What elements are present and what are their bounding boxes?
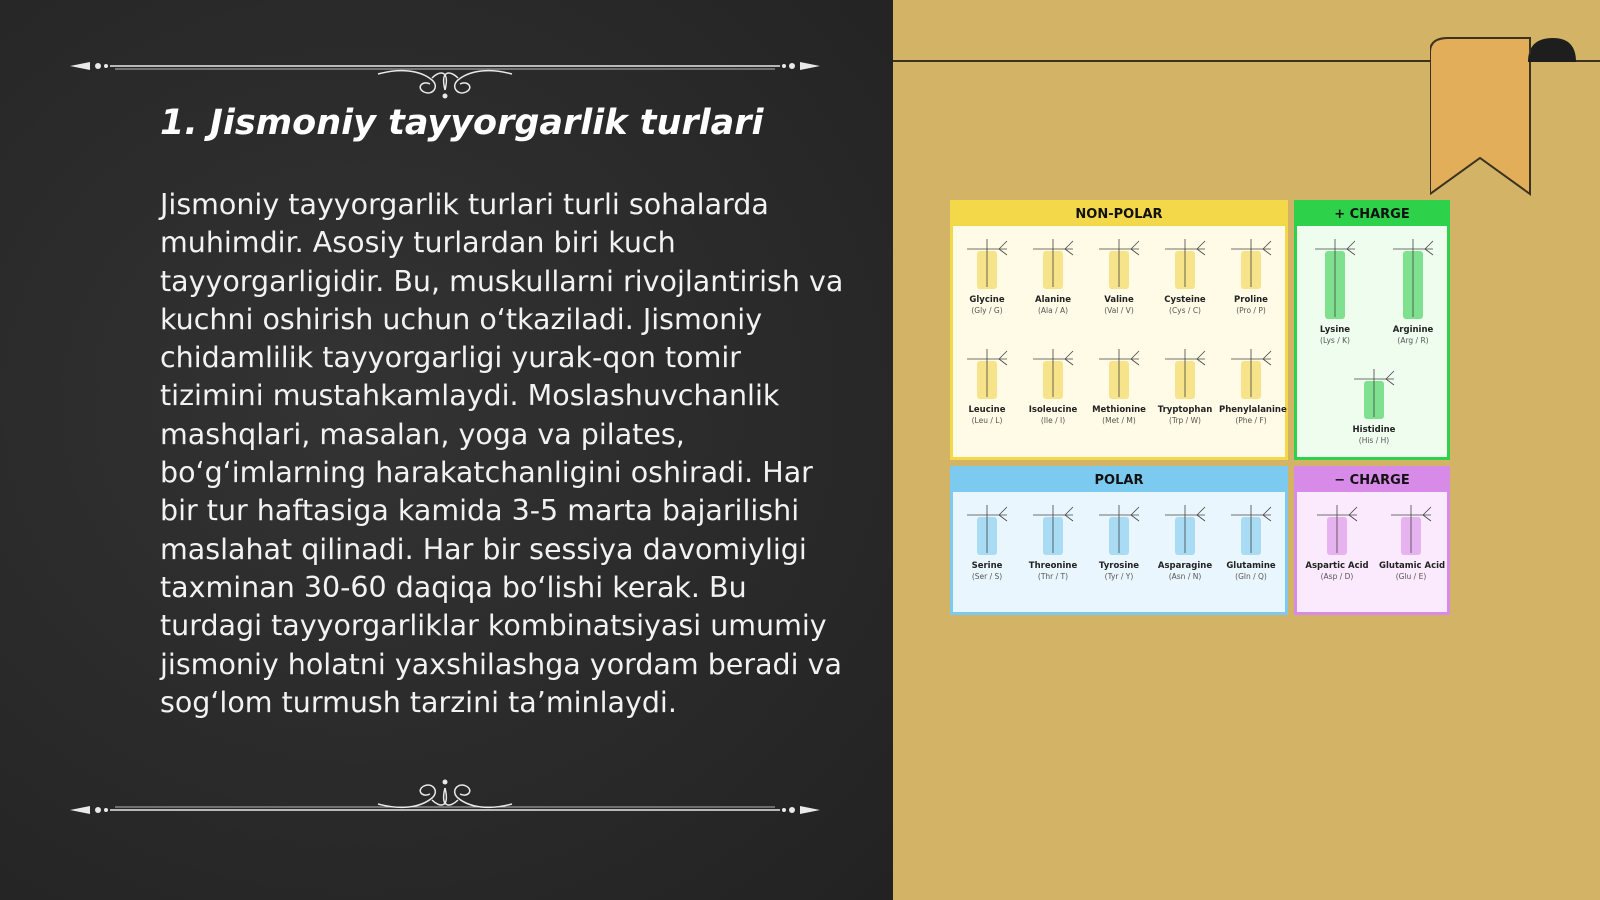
section-positive-charge: [1294, 200, 1450, 460]
structure-formula-icon: [1225, 499, 1277, 559]
amino-acid-code: (Phe / F): [1235, 416, 1267, 425]
amino-acid-name: Aspartic Acid: [1305, 561, 1369, 571]
section-nonpolar: [950, 200, 1288, 460]
section-negative-charge: [1294, 466, 1450, 615]
slide-title: 1. Jismoniy tayyorgarlik turlari: [160, 103, 764, 143]
amino-acid-name: Leucine: [968, 405, 1006, 415]
amino-acid-code: (Ile / I): [1040, 416, 1066, 425]
amino-acid-histidine: [1342, 363, 1406, 445]
amino-acid-name: Phenylalanine: [1219, 405, 1287, 415]
structure-formula-icon: [1159, 233, 1211, 293]
structure-formula-icon: [1159, 499, 1211, 559]
amino-acid-code: (Ser / S): [971, 572, 1003, 581]
amino-acid-alanine: [1021, 233, 1085, 315]
amino-acid-code: (Gly / G): [971, 306, 1003, 315]
structure-formula-icon: [1385, 499, 1437, 559]
amino-acid-name: Methionine: [1092, 405, 1146, 415]
amino-acid-code: (Met / M): [1102, 416, 1136, 425]
structure-formula-icon: [1225, 233, 1277, 293]
amino-acid-cysteine: [1153, 233, 1217, 315]
amino-acid-chart: [950, 200, 1450, 615]
structure-formula-icon: [961, 343, 1013, 403]
amino-acid-isoleucine: [1021, 343, 1085, 425]
amino-acid-code: (His / H): [1358, 436, 1390, 445]
amino-acid-name: Threonine: [1028, 561, 1078, 571]
amino-acid-name: Histidine: [1352, 425, 1396, 435]
amino-acid-name: Tryptophan: [1157, 405, 1213, 415]
structure-formula-icon: [1225, 343, 1277, 403]
amino-acid-code: (Lys / K): [1320, 336, 1350, 345]
amino-acid-name: Lysine: [1319, 325, 1351, 335]
amino-acid-code: (Val / V): [1104, 306, 1134, 315]
amino-acid-name: Glutamine: [1226, 561, 1276, 571]
amino-acid-threonine: [1021, 499, 1085, 581]
section-title-nonpolar: NON-POLAR: [953, 203, 1285, 226]
structure-formula-icon: [961, 233, 1013, 293]
section-title-negative: − CHARGE: [1297, 469, 1447, 492]
structure-formula-icon: [1027, 499, 1079, 559]
amino-acid-code: (Asn / N): [1168, 572, 1202, 581]
amino-acid-name: Arginine: [1392, 325, 1434, 335]
amino-acid-name: Tyrosine: [1098, 561, 1140, 571]
slide-body: Jismoniy tayyorgarlik turlari turli sohalarda muhimdir. Asosiy turlardan biri kuch tayyorgarligidir. Bu, muskullarni rivojlantirish va kuchni oshirish uchun o‘tkaziladi. Jismoniy chidamlilik tayyorgarligi yurak-qon tomir tizimini mustahkamlaydi. Moslashuvchanlik mashqlari, masalan, yoga va pilates, bo‘g‘imlarning harakatchanligini oshiradi. Har bir tur haftasiga kamida 3-5 marta bajarilishi maslahat qilinadi. Har bir sessiya davomiyligi taxminan 30-60 daqiqa bo‘lishi kerak. Bu turdagi tayyorgarliklar kombinatsiyasi umumiy jismoniy holatni yaxshilashga yordam beradi va sog‘lom turmush tarzini ta’minlaydi.: [160, 188, 844, 719]
ornament-top: [60, 40, 830, 100]
amino-acid-proline: [1219, 233, 1283, 315]
amino-acid-code: (Cys / C): [1169, 306, 1201, 315]
amino-acid-leucine: [955, 343, 1019, 425]
amino-acid-name: Glutamic Acid: [1379, 561, 1446, 571]
amino-acid-code: (Pro / P): [1236, 306, 1266, 315]
structure-formula-icon: [1093, 233, 1145, 293]
amino-acid-tryptophan: [1153, 343, 1217, 425]
amino-acid-code: (Leu / L): [971, 416, 1003, 425]
amino-acid-name: Proline: [1234, 295, 1268, 305]
amino-acid-code: (Gln / Q): [1235, 572, 1267, 581]
amino-acid-name: Alanine: [1034, 295, 1071, 305]
amino-acid-code: (Thr / T): [1037, 572, 1069, 581]
structure-formula-icon: [1348, 363, 1400, 423]
structure-formula-icon: [1027, 343, 1079, 403]
amino-acid-name: Cysteine: [1164, 295, 1206, 305]
amino-acid-name: Isoleucine: [1028, 405, 1078, 415]
structure-formula-icon: [961, 499, 1013, 559]
amino-acid-phenylalanine: [1219, 343, 1287, 425]
amino-acid-lysine: [1303, 233, 1367, 345]
amino-acid-code: (Asp / D): [1320, 572, 1354, 581]
amino-acid-code: (Ala / A): [1037, 306, 1069, 315]
amino-acid-serine: [955, 499, 1019, 581]
amino-acid-name: Glycine: [969, 295, 1005, 305]
amino-acid-code: (Arg / R): [1397, 336, 1429, 345]
structure-formula-icon: [1027, 233, 1079, 293]
structure-formula-icon: [1093, 499, 1145, 559]
amino-acid-valine: [1087, 233, 1151, 315]
amino-acid-asparagine: [1153, 499, 1217, 581]
structure-formula-icon: [1311, 499, 1363, 559]
amino-acid-tyrosine: [1087, 499, 1151, 581]
structure-formula-icon: [1309, 233, 1361, 323]
section-title-positive: + CHARGE: [1297, 203, 1447, 226]
section-title-polar: POLAR: [953, 469, 1285, 492]
structure-formula-icon: [1093, 343, 1145, 403]
bookmark-ribbon-icon: [1430, 34, 1600, 204]
amino-acid-code: (Tyr / Y): [1104, 572, 1134, 581]
ornament-bottom: [60, 770, 830, 830]
amino-acid-methionine: [1087, 343, 1151, 425]
amino-acid-name: Asparagine: [1157, 561, 1213, 571]
structure-formula-icon: [1387, 233, 1439, 323]
section-polar: [950, 466, 1288, 615]
amino-acid-glutamine: [1219, 499, 1283, 581]
amino-acid-arginine: [1381, 233, 1445, 345]
amino-acid-code: (Trp / W): [1169, 416, 1201, 425]
amino-acid-glutamic-acid: [1379, 499, 1446, 581]
amino-acid-name: Serine: [971, 561, 1003, 571]
amino-acid-aspartic-acid: [1305, 499, 1369, 581]
amino-acid-name: Valine: [1104, 295, 1134, 305]
amino-acid-glycine: [955, 233, 1019, 315]
structure-formula-icon: [1159, 343, 1211, 403]
amino-acid-code: (Glu / E): [1395, 572, 1427, 581]
